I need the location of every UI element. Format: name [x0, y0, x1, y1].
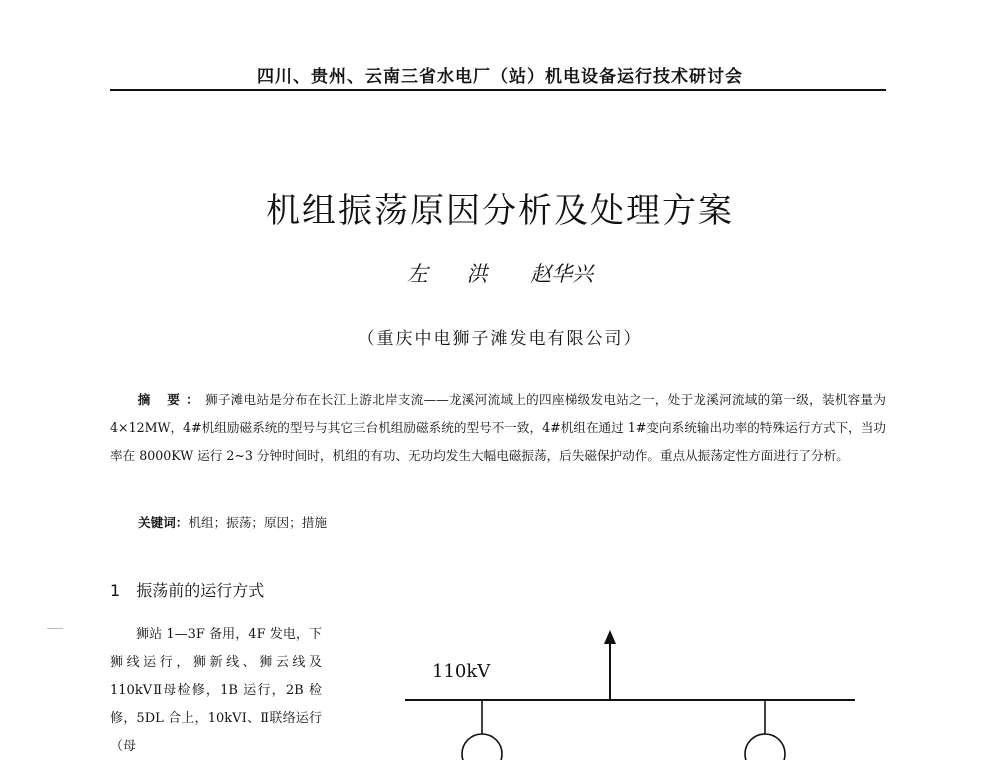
keywords — [138, 512, 327, 531]
output-arrow-icon — [604, 630, 616, 644]
section-number: 1 — [110, 581, 121, 600]
author-line — [0, 258, 1000, 288]
conference-header: 四川、贵州、云南三省水电厂（站）机电设备运行技术研讨会 — [257, 67, 743, 87]
abstract — [110, 386, 886, 470]
keywords-text: 机组；振荡；原因；措施 — [188, 515, 327, 530]
section-heading — [110, 578, 264, 601]
affiliation: （重庆中电狮子滩发电有限公司） — [357, 329, 643, 349]
abstract-label: 摘 要： — [137, 392, 205, 407]
abstract-text: 狮子滩电站是分布在长江上游北岸支流——龙溪河流域上的四座梯级发电站之一，处于龙溪河流域的第一级，装机容量为 4×12MW，4#机组励磁系统的型号与其它三台机组励磁系统的型号不一致，4#机组在通过 1#变向系统输出功率的特殊运行方式下，当功率在 8000KW 运行 2~3 分钟时间时，机组的有功、无功均发生大幅电磁振荡，后失磁保护动作。重点从振荡定性方面进行了分析。 — [110, 392, 886, 463]
section-title-text: 振荡前的运行方式 — [136, 581, 265, 600]
right-transformer-icon — [745, 734, 785, 760]
paper-title: 机组振荡原因分析及处理方案 — [266, 191, 734, 231]
author-2: 赵华兴 — [530, 262, 594, 286]
keywords-label: 关键词： — [138, 515, 189, 530]
margin-mark — [47, 628, 63, 629]
wiring-diagram — [380, 620, 880, 760]
bus-label: 110kV — [432, 661, 491, 682]
author-1: 左 洪 — [406, 262, 504, 286]
header-rule — [110, 89, 886, 91]
section-body-text: 狮站 1—3F 备用，4F 发电，下狮线运行，狮新线、狮云线及 110kVⅡ母检修，1B 运行，2B 检修，5DL 合上，10kVⅠ、Ⅱ联络运行（母 — [110, 627, 322, 754]
left-transformer-icon — [462, 734, 502, 760]
